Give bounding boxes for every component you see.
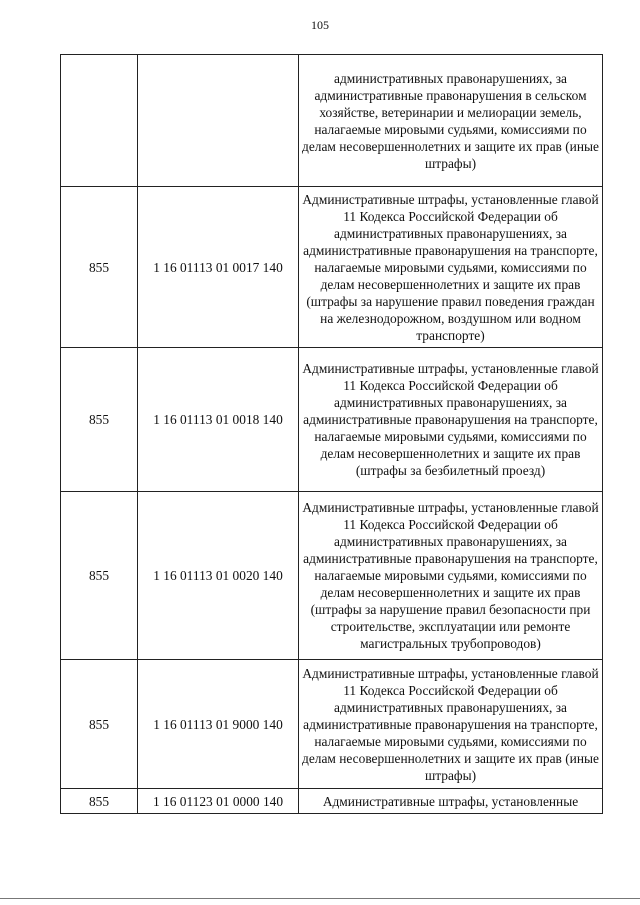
admin-code-cell [61,55,138,187]
page-bottom-edge [0,898,640,899]
table-row [61,660,603,789]
budget-code-cell: 1 16 01123 01 0000 140 [138,789,299,814]
budget-code-cell: 1 16 01113 01 9000 140 [138,660,299,789]
admin-code-cell: 855 [61,660,138,789]
table-row [61,187,603,348]
budget-code-table [60,54,603,814]
budget-code-cell: 1 16 01113 01 0017 140 [138,187,299,348]
table-row [61,348,603,492]
budget-code-cell [138,55,299,187]
description-cell: Административные штрафы, установленные главой 11 Кодекса Российской Федерации об административных правонарушениях, за административные правонарушения на транспорте, налагаемые мировыми судьями, комиссиями по делам несовершеннолетних и защите их прав (штрафы за нарушение правил безопасности при строительстве, эксплуатации или ремонте магистральных трубопроводов) [299,492,603,660]
budget-code-cell: 1 16 01113 01 0018 140 [138,348,299,492]
table-row [61,55,603,187]
description-cell: Административные штрафы, установленные главой 11 Кодекса Российской Федерации об административных правонарушениях, за административные правонарушения на транспорте, налагаемые мировыми судьями, комиссиями по делам несовершеннолетних и защите их прав (штрафы за безбилетный проезд) [299,348,603,492]
budget-code-cell: 1 16 01113 01 0020 140 [138,492,299,660]
description-cell: административных правонарушениях, за административные правонарушения в сельском хозяйстве, ветеринарии и мелиорации земель, налагаемые мировыми судьями, комиссиями по делам несовершеннолетних и защите их прав (иные штрафы) [299,55,603,187]
admin-code-cell: 855 [61,789,138,814]
table-row [61,492,603,660]
description-cell: Административные штрафы, установленные главой 11 Кодекса Российской Федерации об административных правонарушениях, за административные правонарушения на транспорте, налагаемые мировыми судьями, комиссиями по делам несовершеннолетних и защите их прав (штрафы за нарушение правил поведения граждан на железнодорожном, воздушном или водном транспорте) [299,187,603,348]
table-row [61,789,603,814]
page-number: 105 [311,18,329,32]
description-cell: Административные штрафы, установленные [299,789,603,814]
admin-code-cell: 855 [61,492,138,660]
description-cell: Административные штрафы, установленные главой 11 Кодекса Российской Федерации об административных правонарушениях, за административные правонарушения на транспорте, налагаемые мировыми судьями, комиссиями по делам несовершеннолетних и защите их прав (иные штрафы) [299,660,603,789]
admin-code-cell: 855 [61,348,138,492]
admin-code-cell: 855 [61,187,138,348]
